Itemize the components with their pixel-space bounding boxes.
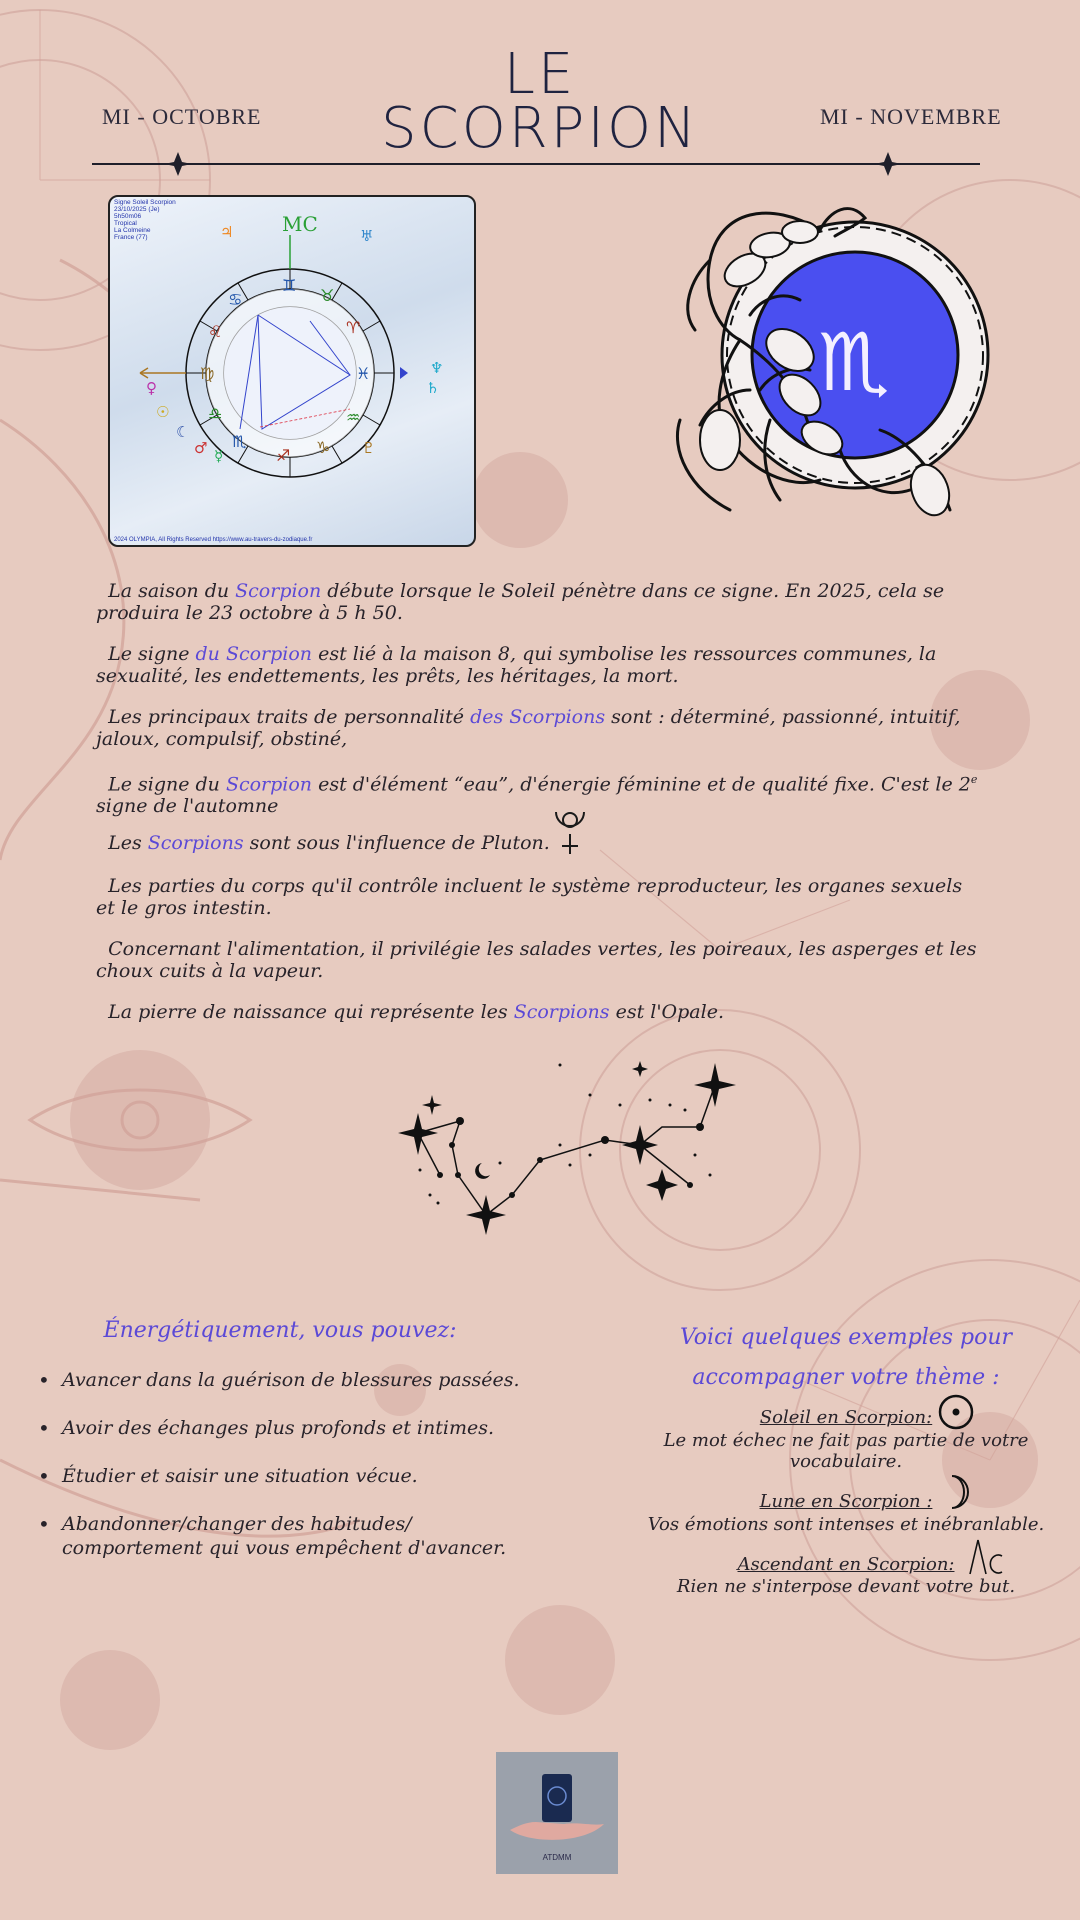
svg-text:♌: ♌ — [208, 322, 223, 341]
paragraph-traits: Les principaux traits de personnalité des Scorpions sont : déterminé, passionné, intuitif, jaloux, compulsif, obstiné, — [96, 706, 961, 750]
ascendant-scorpio-title: Ascendant en Scorpion: — [737, 1554, 955, 1575]
scorpius-constellation — [390, 1045, 750, 1235]
svg-text:♂: ♂ — [194, 439, 208, 457]
highlight-scorpion: Scorpion — [235, 580, 322, 602]
svg-text:♄: ♄ — [426, 379, 440, 397]
highlight-scorpion: Scorpions — [147, 832, 244, 854]
crescent-moon-icon — [475, 1163, 490, 1179]
sun-scorpio-text: Le mot échec ne fait pas partie de votre vocabulaire. — [663, 1430, 1029, 1472]
paragraph-body: Les parties du corps qu'il contrôle incluent le système reproducteur, les organes sexuels et le gros intestin. — [96, 875, 963, 919]
svg-text:☾: ☾ — [176, 423, 190, 441]
list-item: • Avancer dans la guérison de blessures passées. — [38, 1368, 558, 1392]
ascendant-symbol-icon — [966, 1536, 1010, 1576]
ascendant-scorpio-text: Rien ne s'interpose devant votre but. — [676, 1576, 1016, 1597]
natal-chart-image — [108, 195, 476, 547]
energetics-list — [38, 1368, 558, 1584]
svg-text:♏: ♏ — [232, 432, 247, 451]
scorpion-illustration — [650, 190, 990, 530]
highlight-scorpion: des Scorpions — [470, 706, 606, 728]
paragraph-season: La saison du Scorpion débute lorsque le Soleil pénètre dans ce signe. En 2025, cela se produira le 23 octobre à 5 h 50. — [96, 580, 945, 624]
svg-text:♉: ♉ — [320, 286, 335, 305]
svg-text:♃: ♃ — [220, 223, 234, 241]
examples-heading: Voici quelques exemples pour accompagner votre thème : — [679, 1325, 1013, 1390]
svg-text:♒: ♒ — [346, 408, 361, 427]
zodiac-wheel — [110, 197, 474, 545]
svg-text:☉: ☉ — [156, 403, 170, 421]
title-line-2: SCORPION — [381, 96, 699, 161]
divider-star-left-icon — [164, 152, 192, 176]
highlight-scorpion: Scorpions — [513, 1001, 610, 1023]
chart-copyright: 2024 OLYMPIA, All Rights Reserved https://www.au-travers-du-zodiaque.fr — [114, 537, 313, 543]
svg-text:♊: ♊ — [282, 276, 297, 295]
svg-text:♐: ♐ — [276, 446, 291, 465]
svg-text:☿: ☿ — [214, 447, 224, 465]
paragraph-element: Le signe du Scorpion est d'élément “eau”, d'énergie féminine et de qualité fixe. C'est le 2e signe de l'automne — [96, 773, 978, 818]
start-date-label: MI - OCTOBRE — [102, 104, 262, 129]
svg-text:MC: MC — [282, 212, 318, 236]
paragraph-stone: La pierre de naissance qui représente les Scorpions est l'Opale. — [108, 1001, 724, 1023]
paragraph-pluto: Les Scorpions sont sous l'influence de Pluton. — [108, 832, 550, 854]
svg-text:♋: ♋ — [228, 290, 243, 309]
highlight-scorpion: du Scorpion — [195, 643, 313, 665]
svg-text:♆: ♆ — [430, 359, 444, 377]
sun-scorpio-title: Soleil en Scorpion: — [759, 1407, 933, 1428]
paragraph-food: Concernant l'alimentation, il privilégie les salades vertes, les poireaux, les asperges et les choux cuits à la vapeur. — [96, 938, 977, 982]
svg-text:♎: ♎ — [208, 404, 223, 423]
moon-scorpio-title: Lune en Scorpion : — [759, 1491, 933, 1512]
list-item: • Abandonner/changer des habitudes/ comportement qui vous empêchent d'avancer. — [38, 1512, 558, 1560]
header-divider — [90, 150, 990, 180]
brand-logo — [496, 1752, 618, 1874]
moon-symbol-icon — [940, 1472, 974, 1512]
logo-text: ATDMM — [542, 1853, 572, 1862]
pluto-symbol-icon — [552, 808, 588, 858]
svg-text:♅: ♅ — [360, 227, 374, 245]
list-item: • Avoir des échanges plus profonds et intimes. — [38, 1416, 558, 1440]
svg-text:♓: ♓ — [356, 364, 371, 383]
chart-meta: Signe Soleil Scorpion 23/10/2025 (Je) 5h50m06 Tropical La Colmeine France (77) — [114, 199, 176, 241]
svg-text:♇: ♇ — [362, 439, 376, 457]
title-line-1: LE — [503, 42, 577, 107]
sun-symbol-icon — [936, 1392, 976, 1432]
paragraph-house: Le signe du Scorpion est lié à la maison 8, qui symbolise les ressources communes, la sexualité, les endettements, les prêts, les héritages, la mort. — [96, 643, 937, 687]
list-item: • Étudier et saisir une situation vécue. — [38, 1464, 558, 1488]
svg-text:♈: ♈ — [346, 318, 361, 337]
svg-text:♑: ♑ — [316, 438, 331, 457]
page-title — [360, 42, 720, 161]
svg-text:♍: ♍ — [200, 364, 215, 383]
end-date-label: MI - NOVEMBRE — [820, 104, 1002, 129]
divider-star-right-icon — [874, 152, 902, 176]
highlight-scorpion: Scorpion — [225, 773, 313, 796]
scorpio-glyph-icon: ♏ — [818, 316, 890, 409]
moon-scorpio-text: Vos émotions sont intenses et inébranlable. — [647, 1514, 1045, 1535]
svg-text:♀: ♀ — [146, 379, 157, 397]
energetics-heading: Énergétiquement, vous pouvez: — [103, 1318, 457, 1343]
